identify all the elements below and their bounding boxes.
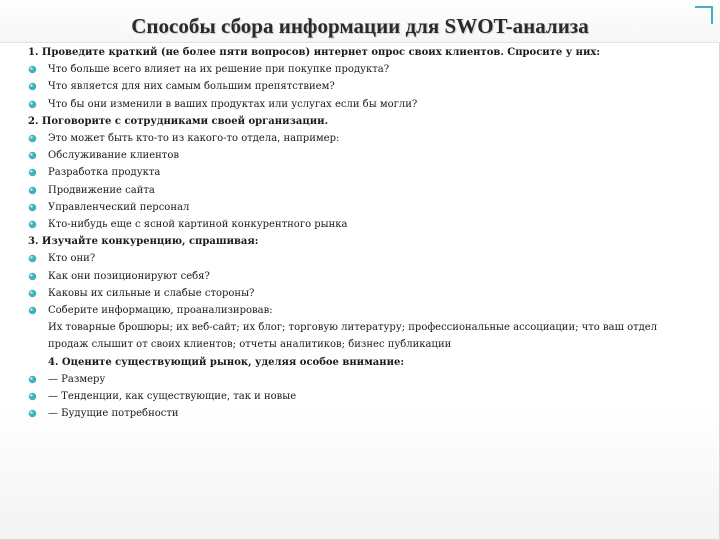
section-heading: 4. Оцените существующий рынок, уделяя особое внимание: [48, 356, 405, 368]
bullet-label: Продвижение сайта [48, 184, 155, 196]
section-heading: 3. Изучайте конкуренцию, спрашивая: [28, 236, 259, 248]
bullet-label: Кто-нибудь еще с ясной картиной конкурентного рынка [48, 219, 348, 231]
bullet-text [48, 147, 688, 164]
bullet-label: Разработка продукта [48, 167, 161, 179]
bullet-label: Это может быть кто-то из какого-то отдела, например: [48, 133, 340, 145]
bullet-item [28, 164, 688, 181]
bullet-item [28, 388, 688, 405]
bullet-icon [28, 134, 37, 143]
bullet-label: Соберите информацию, проанализировав: [48, 305, 273, 317]
bullet-text [48, 302, 688, 354]
bullet-icon [28, 392, 37, 401]
bullet-icon [28, 409, 37, 418]
bullet-icon [28, 306, 37, 315]
bullet-text [48, 250, 688, 267]
bullet-text [48, 61, 688, 78]
bullet-text [48, 285, 688, 302]
section-heading: 2. Поговорите с сотрудниками своей организации. [28, 115, 329, 127]
bullet-text [48, 388, 688, 405]
bullet-text [48, 130, 688, 147]
bullet-text [48, 96, 688, 113]
bullet-icon [28, 151, 37, 160]
bullet-label: — Тенденции, как существующие, так и новые [48, 391, 297, 403]
bullet-icon [28, 220, 37, 229]
bullet-subtext: Их товарные брошюры; их веб-сайт; их блог; торговую литературу; профессиональные ассоциации; что ваш отдел продаж слышит от своих клиентов; отчеты аналитиков; бизнес публикации [48, 322, 658, 351]
bullet-icon [28, 168, 37, 177]
bullet-icon [28, 82, 37, 91]
bullet-label: Как они позиционируют себя? [48, 270, 210, 282]
bullet-text [48, 216, 688, 233]
bullet-text [48, 182, 688, 199]
bullet-item [28, 96, 688, 113]
bullet-text [48, 78, 688, 95]
bullet-label: Что бы они изменили в ваших продуктах или услугах если бы могли? [48, 98, 418, 110]
content-list [28, 44, 688, 422]
bullet-icon [28, 100, 37, 109]
bullet-label: — Размеру [48, 373, 106, 385]
bullet-icon [28, 272, 37, 281]
bullet-label: Каковы их сильные и слабые стороны? [48, 287, 255, 299]
bullet-icon [28, 289, 37, 298]
bullet-label: Обслуживание клиентов [48, 150, 179, 162]
bullet-text [48, 164, 688, 181]
bullet-label: Кто они? [48, 253, 96, 265]
bullet-item [28, 405, 688, 422]
bullet-item [28, 199, 688, 216]
bullet-text [48, 405, 688, 422]
bullet-text [48, 199, 688, 216]
bullet-item [28, 268, 688, 285]
bullet-item [28, 130, 688, 147]
bullet-item [28, 302, 688, 354]
bullet-text [48, 371, 688, 388]
bullet-icon [28, 65, 37, 74]
bullet-text [48, 268, 688, 285]
bullet-label: Что больше всего влияет на их решение при покупке продукта? [48, 64, 390, 76]
bullet-item [28, 182, 688, 199]
bullet-item [28, 216, 688, 233]
bullet-item [28, 78, 688, 95]
slide-title: Способы сбора информации для SWOT-анализа [131, 14, 589, 38]
bullet-item [28, 285, 688, 302]
bullet-item [28, 147, 688, 164]
bullet-item [28, 371, 688, 388]
bullet-icon [28, 375, 37, 384]
bullet-item [28, 61, 688, 78]
section-heading: 1. Проведите краткий (не более пяти вопросов) интернет опрос своих клиентов. Спросите у них: [28, 47, 601, 58]
bullet-label: — Будущие потребности [48, 408, 179, 420]
bullet-icon [28, 203, 37, 212]
bullet-icon [28, 254, 37, 263]
bullet-item [28, 250, 688, 267]
bullet-icon [28, 186, 37, 195]
bullet-label: Что является для них самым большим препятствием? [48, 81, 335, 93]
corner-decoration [695, 6, 713, 24]
bullet-label: Управленческий персонал [48, 201, 190, 213]
